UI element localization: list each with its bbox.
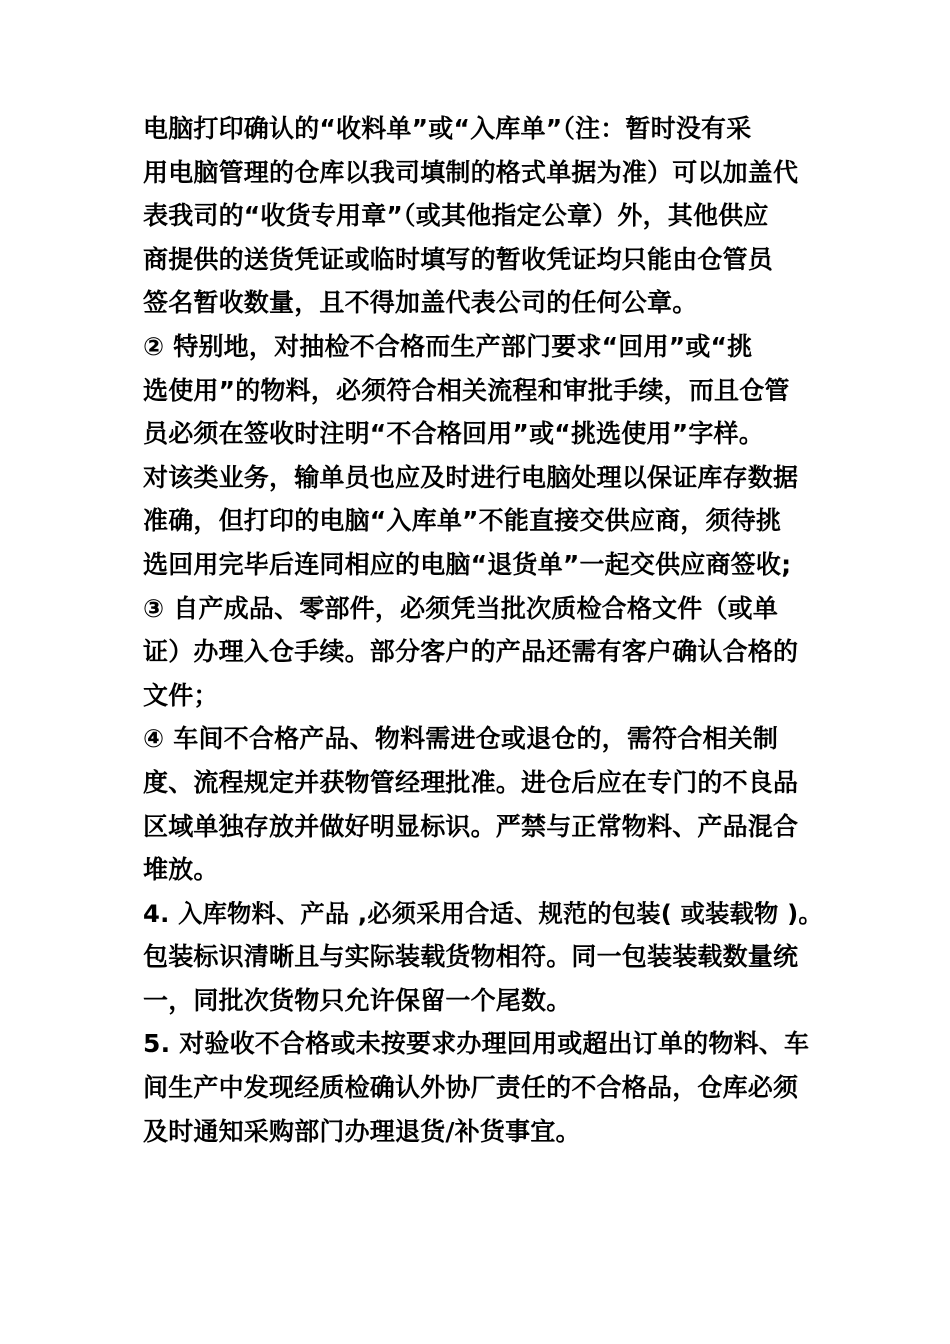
- document-body: [143, 107, 823, 1153]
- text-line: ③ 自产成品、零部件，必须凭当批次质检合格文件（或单: [143, 593, 779, 623]
- text-line: 选回用完毕后连同相应的电脑“退货单”一起交供应商签收;: [143, 549, 792, 579]
- text-line: ② 特别地，对抽检不合格而生产部门要求“回用”或“挑: [143, 331, 753, 361]
- text-line: 区域单独存放并做好明显标识。严禁与正常物料、产品混合: [143, 811, 799, 841]
- text-line: 准确，但打印的电脑“入库单”不能直接交供应商，须待挑: [143, 506, 782, 536]
- text-line: 表我司的“收货专用章”（或其他指定公章）外，其他供应: [143, 201, 769, 231]
- text-line: 证）办理入仓手续。部分客户的产品还需有客户确认合格的: [143, 637, 799, 667]
- text-line: 4. 入库物料、产品 ,必须采用合适、规范的包装( 或装载物 )。: [143, 898, 823, 928]
- text-line: 及时通知采购部门办理退货/补货事宜。: [143, 1116, 581, 1146]
- text-line: 间生产中发现经质检确认外协厂责任的不合格品，仓库必须: [143, 1073, 799, 1103]
- text-line: 度、流程规定并获物管经理批准。进仓后应在专门的不良品: [143, 767, 799, 797]
- text-line: 一，同批次货物只允许保留一个尾数。: [143, 985, 572, 1015]
- text-line: 用电脑管理的仓库以我司填制的格式单据为准）可以加盖代: [143, 157, 799, 187]
- text-line: ④ 车间不合格产品、物料需进仓或退仓的，需符合相关制: [143, 724, 779, 754]
- text-line: 5. 对验收不合格或未按要求办理回用或超出订单的物料、车: [143, 1029, 810, 1059]
- text-line: 对该类业务，输单员也应及时进行电脑处理以保证库存数据: [143, 462, 799, 492]
- text-line: 堆放。: [143, 855, 219, 885]
- text-line: 员必须在签收时注明“不合格回用”或“挑选使用”字样。: [143, 419, 764, 449]
- text-line: 签名暂收数量，且不得加盖代表公司的任何公章。: [143, 288, 698, 318]
- text-line: 商提供的送货凭证或临时填写的暂收凭证均只能由仓管员: [143, 244, 774, 274]
- text-line: 电脑打印确认的“收料单”或“入库单”（注：暂时没有采: [143, 114, 752, 143]
- text-line: 文件；: [143, 680, 219, 710]
- text-line: 包装标识清晰且与实际装载货物相符。同一包装装载数量统: [143, 942, 799, 972]
- text-line: 选使用”的物料，必须符合相关流程和审批手续，而且仓管: [143, 375, 790, 405]
